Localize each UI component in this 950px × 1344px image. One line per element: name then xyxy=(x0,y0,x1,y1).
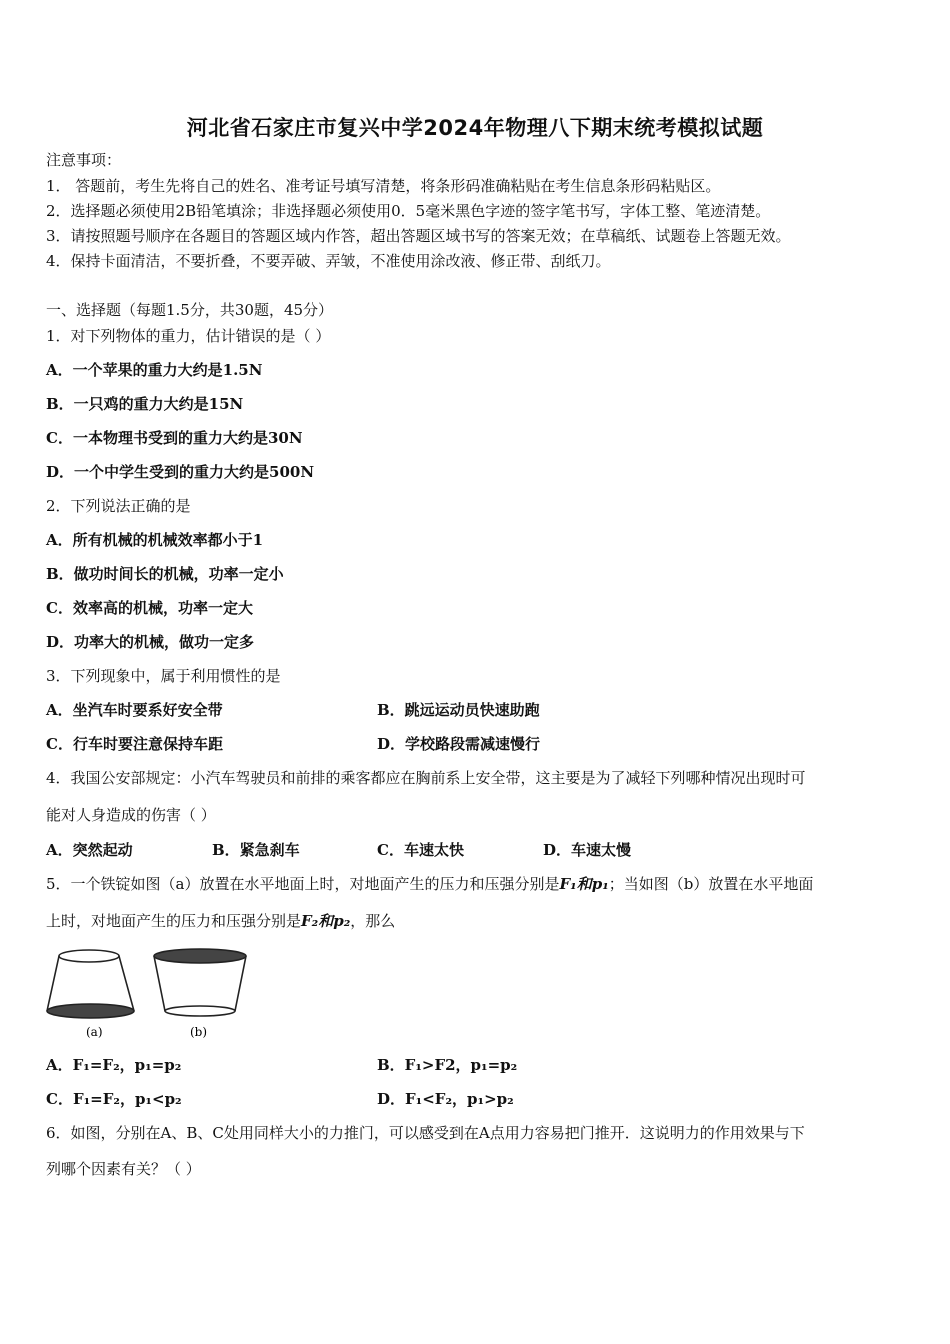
question-stem: 1．对下列物体的重力，估计错误的是（ ） xyxy=(46,327,331,345)
option-item: D．一个中学生受到的重力大约是500N xyxy=(46,463,315,481)
figure-label-a: (a) xyxy=(86,1025,103,1039)
question-stem: 3．下列现象中，属于利用惯性的是 xyxy=(46,667,281,685)
symbol-text: F₁和p₁ xyxy=(559,875,609,893)
figure-label-b: (b) xyxy=(190,1025,208,1039)
option-item: B．一只鸡的重力大约是15N xyxy=(46,395,244,413)
option-item: B．紧急刹车 xyxy=(212,841,300,859)
question-stem: 6．如图，分别在A、B、C处用同样大小的力推门，可以感受到在A点用力容易把门推开．这说明力的作用效果与下 xyxy=(46,1124,805,1142)
option-item: A．所有机械的机械效率都小于1 xyxy=(46,531,264,549)
notice-heading: 注意事项： xyxy=(46,151,122,169)
page-title: 河北省石家庄市复兴中学2024年物理八下期末统考模拟试题 xyxy=(186,116,764,140)
option-item: A．F₁=F₂，p₁=p₂ xyxy=(46,1056,182,1074)
option-item: C．行车时要注意保持车距 xyxy=(46,735,223,753)
question-stem: 2．下列说法正确的是 xyxy=(46,497,191,515)
symbol-text: F₂和p₂ xyxy=(301,912,351,930)
question-stem xyxy=(46,911,395,931)
option-item: A．一个苹果的重力大约是1.5N xyxy=(46,361,263,379)
option-item: A．坐汽车时要系好安全带 xyxy=(46,701,223,719)
notice-item: 3．请按照题号顺序在各题目的答题区域内作答，超出答题区域书写的答案无效；在草稿纸、试题卷上答题无效。 xyxy=(46,227,791,245)
option-item: C．一本物理书受到的重力大约是30N xyxy=(46,429,303,447)
question-stem: 列哪个因素有关？（ ） xyxy=(46,1160,201,1178)
option-item: B．F₁>F2，p₁=p₂ xyxy=(377,1056,518,1074)
option-item: D．学校路段需减速慢行 xyxy=(377,735,541,753)
frustum-a xyxy=(47,950,134,1018)
stem-text: ，那么 xyxy=(350,912,396,930)
notice-item: 2．选择题必须使用2B铅笔填涂；非选择题必须使用0．5毫米黑色字迹的签字笔书写，字体工整、笔迹清楚。 xyxy=(46,202,771,220)
stem-text: 上时，对地面产生的压力和压强分别是 xyxy=(46,912,302,930)
option-item: B．跳远运动员快速助跑 xyxy=(377,701,540,719)
question-stem: 能对人身造成的伤害（ ） xyxy=(46,806,216,824)
option-item: C．车速太快 xyxy=(377,841,464,859)
option-item: D．车速太慢 xyxy=(543,841,632,859)
stem-text: 5．一个铁锭如图（a）放置在水平地面上时，对地面产生的压力和压强分别是 xyxy=(46,875,560,893)
notice-item: 1． 答题前，考生先将自己的姓名、准考证号填写清楚，将条形码准确粘贴在考生信息条形码粘贴区。 xyxy=(46,177,721,195)
section-heading: 一、选择题（每题1.5分，共30题，45分） xyxy=(46,301,334,319)
question-stem: 4．我国公安部规定：小汽车驾驶员和前排的乘客都应在胸前系上安全带，这主要是为了减轻下列哪种情况出现时可 xyxy=(46,769,806,787)
option-item: D．功率大的机械，做功一定多 xyxy=(46,633,255,651)
option-item: A．突然起动 xyxy=(46,841,133,859)
question-stem xyxy=(46,874,813,894)
stem-text: ；当如图（b）放置在水平地面 xyxy=(608,875,814,893)
notice-item: 4．保持卡面清洁，不要折叠，不要弄破、弄皱，不准使用涂改液、修正带、刮纸刀。 xyxy=(46,252,611,270)
frustum-b xyxy=(154,949,246,1016)
option-item: C．效率高的机械，功率一定大 xyxy=(46,599,253,617)
option-item: B．做功时间长的机械，功率一定小 xyxy=(46,565,284,583)
option-item: C．F₁=F₂，p₁<p₂ xyxy=(46,1090,182,1108)
option-item: D．F₁<F₂，p₁>p₂ xyxy=(377,1090,514,1108)
iron-block-figure xyxy=(44,944,254,1044)
